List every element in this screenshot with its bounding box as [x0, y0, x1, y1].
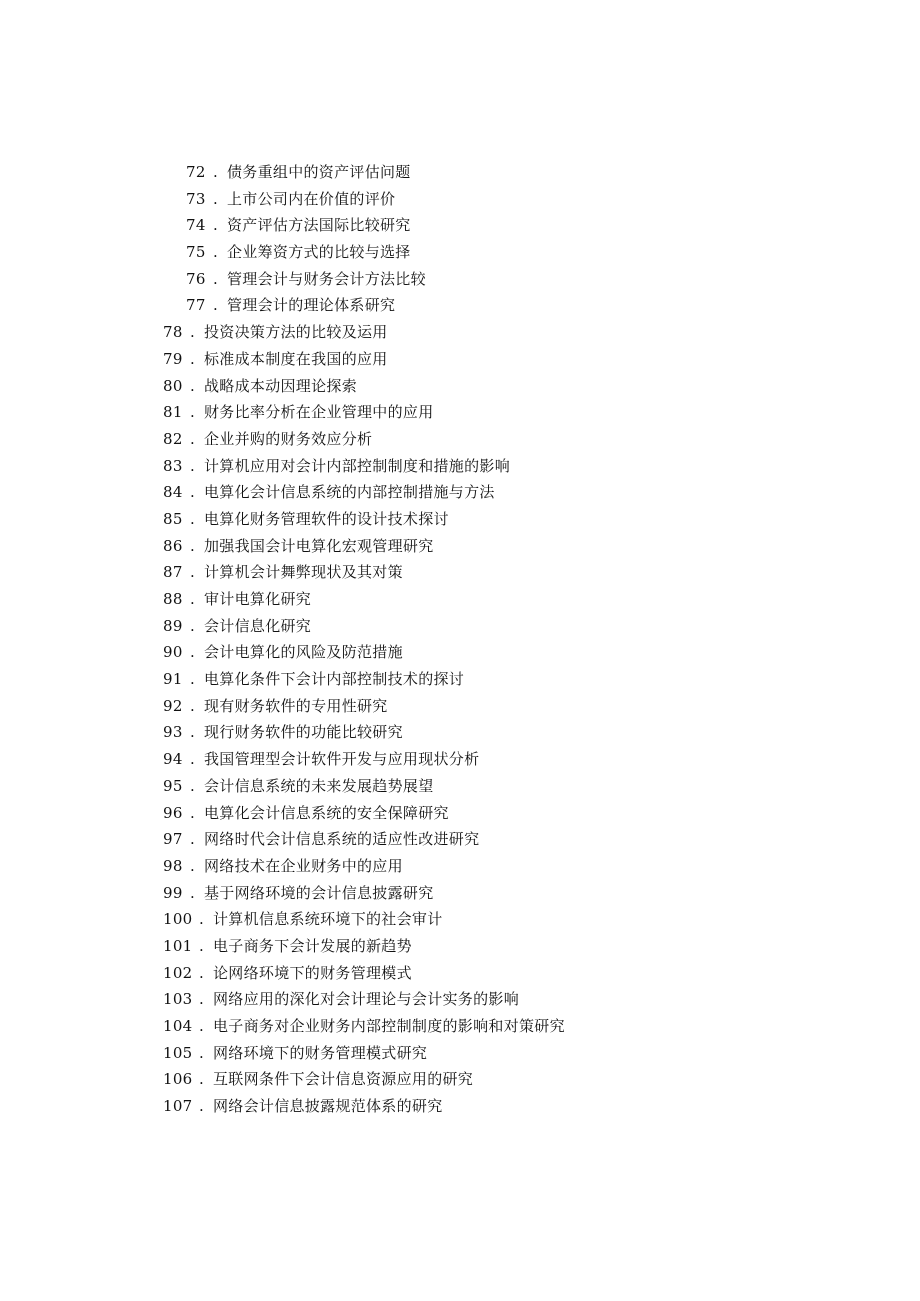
list-item	[0, 906, 920, 933]
list-item	[0, 453, 920, 480]
item-title: 资产评估方法国际比较研究	[227, 216, 411, 235]
item-title: 网络时代会计信息系统的适应性改进研究	[204, 830, 480, 849]
list-item	[0, 853, 920, 880]
item-title: 会计信息化研究	[204, 616, 312, 635]
item-separator: .	[190, 483, 196, 502]
item-number: 88	[163, 590, 183, 608]
item-number: 72	[186, 163, 206, 181]
item-number: 99	[163, 883, 183, 902]
item-number: 95	[163, 776, 183, 795]
item-title: 我国管理型会计软件开发与应用现状分析	[204, 750, 480, 769]
item-separator: .	[199, 963, 205, 982]
list-item	[0, 559, 920, 586]
item-title: 会计信息系统的未来发展趋势展望	[204, 776, 434, 795]
item-title: 现有财务软件的专用性研究	[204, 696, 388, 715]
list-item	[0, 880, 920, 907]
item-number: 102	[163, 963, 193, 982]
topic-list	[0, 159, 920, 1120]
item-separator: .	[213, 296, 219, 315]
item-number: 98	[163, 856, 183, 875]
item-separator: .	[190, 376, 196, 395]
item-number: 97	[163, 830, 183, 849]
item-number: 104	[163, 1017, 193, 1035]
item-separator: .	[199, 990, 205, 1009]
list-item	[0, 773, 920, 800]
item-title: 标准成本制度在我国的应用	[204, 349, 388, 368]
item-number: 89	[163, 616, 183, 635]
list-item	[0, 1066, 920, 1093]
item-title: 管理会计与财务会计方法比较	[227, 269, 426, 288]
item-separator: .	[190, 830, 196, 849]
list-item	[0, 1013, 920, 1040]
item-separator: .	[190, 696, 196, 715]
list-item	[0, 746, 920, 773]
item-number: 84	[163, 483, 183, 502]
item-number: 106	[163, 1070, 193, 1089]
item-title: 电算化会计信息系统的安全保障研究	[204, 803, 449, 822]
item-separator: .	[190, 429, 196, 448]
item-separator: .	[190, 750, 196, 769]
item-title: 电子商务对企业财务内部控制制度的影响和对策研究	[213, 1017, 565, 1035]
item-number: 73	[186, 189, 206, 208]
item-separator: .	[190, 536, 196, 555]
item-title: 计算机会计舞弊现状及其对策	[204, 563, 403, 582]
item-title: 电算化财务管理软件的设计技术探讨	[204, 509, 449, 528]
item-separator: .	[190, 670, 196, 689]
item-number: 96	[163, 803, 183, 822]
item-separator: .	[213, 216, 219, 235]
item-number: 94	[163, 750, 183, 769]
list-item	[0, 266, 920, 293]
item-number: 101	[163, 936, 193, 955]
item-number: 85	[163, 509, 183, 528]
item-title: 计算机信息系统环境下的社会审计	[213, 910, 443, 929]
item-number: 107	[163, 1097, 193, 1116]
item-number: 105	[163, 1043, 193, 1062]
item-number: 91	[163, 670, 183, 689]
list-item	[0, 159, 920, 186]
list-item	[0, 319, 920, 346]
list-item	[0, 666, 920, 693]
item-separator: .	[199, 1097, 205, 1116]
item-title: 网络技术在企业财务中的应用	[204, 856, 403, 875]
item-separator: .	[190, 803, 196, 822]
item-separator: .	[199, 1017, 205, 1035]
item-number: 82	[163, 429, 183, 448]
list-item	[0, 212, 920, 239]
item-separator: .	[190, 323, 196, 342]
item-title: 电算化条件下会计内部控制技术的探讨	[204, 670, 465, 689]
item-separator: .	[213, 163, 219, 181]
item-separator: .	[199, 936, 205, 955]
item-title: 债务重组中的资产评估问题	[227, 163, 411, 181]
list-item	[0, 613, 920, 640]
item-title: 现行财务软件的功能比较研究	[204, 723, 403, 742]
item-number: 79	[163, 349, 183, 368]
item-title: 网络会计信息披露规范体系的研究	[213, 1097, 443, 1116]
list-item	[0, 639, 920, 666]
item-separator: .	[190, 643, 196, 662]
item-number: 74	[186, 216, 206, 235]
item-number: 92	[163, 696, 183, 715]
item-separator: .	[190, 590, 196, 608]
item-number: 103	[163, 990, 193, 1009]
item-number: 83	[163, 456, 183, 475]
item-separator: .	[213, 243, 219, 262]
item-title: 电算化会计信息系统的内部控制措施与方法	[204, 483, 495, 502]
list-item	[0, 586, 920, 613]
item-number: 90	[163, 643, 183, 662]
list-item	[0, 479, 920, 506]
list-item	[0, 933, 920, 960]
item-separator: .	[199, 1070, 205, 1089]
list-item	[0, 960, 920, 987]
item-title: 投资决策方法的比较及运用	[204, 323, 388, 342]
item-title: 网络环境下的财务管理模式研究	[213, 1043, 428, 1062]
list-item	[0, 373, 920, 400]
list-item	[0, 399, 920, 426]
item-separator: .	[213, 189, 219, 208]
item-separator: .	[190, 456, 196, 475]
item-separator: .	[190, 349, 196, 368]
list-item	[0, 986, 920, 1013]
item-title: 上市公司内在价值的评价	[227, 189, 396, 208]
item-separator: .	[190, 856, 196, 875]
item-number: 87	[163, 563, 183, 582]
list-item	[0, 1040, 920, 1067]
item-title: 网络应用的深化对会计理论与会计实务的影响	[213, 990, 520, 1009]
item-title: 审计电算化研究	[204, 590, 312, 608]
item-separator: .	[190, 883, 196, 902]
item-title: 论网络环境下的财务管理模式	[213, 963, 412, 982]
item-title: 基于网络环境的会计信息披露研究	[204, 883, 434, 902]
item-number: 86	[163, 536, 183, 555]
item-title: 电子商务下会计发展的新趋势	[213, 936, 412, 955]
item-separator: .	[199, 910, 205, 929]
item-number: 81	[163, 403, 183, 422]
list-item	[0, 533, 920, 560]
list-item	[0, 346, 920, 373]
item-title: 企业并购的财务效应分析	[204, 429, 373, 448]
list-item	[0, 292, 920, 319]
list-item	[0, 719, 920, 746]
item-number: 100	[163, 910, 193, 929]
item-separator: .	[190, 776, 196, 795]
list-item	[0, 826, 920, 853]
list-item	[0, 1093, 920, 1120]
item-number: 75	[186, 243, 206, 262]
list-item	[0, 186, 920, 213]
item-title: 财务比率分析在企业管理中的应用	[204, 403, 434, 422]
item-title: 互联网条件下会计信息资源应用的研究	[213, 1070, 474, 1089]
item-number: 77	[186, 296, 206, 315]
item-number: 80	[163, 376, 183, 395]
item-title: 战略成本动因理论探索	[204, 376, 358, 395]
list-item	[0, 239, 920, 266]
item-title: 企业筹资方式的比较与选择	[227, 243, 411, 262]
item-separator: .	[190, 509, 196, 528]
list-item	[0, 426, 920, 453]
item-separator: .	[213, 269, 219, 288]
list-item	[0, 506, 920, 533]
item-separator: .	[190, 403, 196, 422]
item-separator: .	[199, 1043, 205, 1062]
item-separator: .	[190, 563, 196, 582]
item-title: 加强我国会计电算化宏观管理研究	[204, 536, 434, 555]
item-number: 78	[163, 323, 183, 342]
item-title: 计算机应用对会计内部控制制度和措施的影响	[204, 456, 511, 475]
list-item	[0, 800, 920, 827]
item-number: 93	[163, 723, 183, 742]
list-item	[0, 693, 920, 720]
item-title: 管理会计的理论体系研究	[227, 296, 396, 315]
item-number: 76	[186, 269, 206, 288]
item-separator: .	[190, 616, 196, 635]
item-title: 会计电算化的风险及防范措施	[204, 643, 403, 662]
item-separator: .	[190, 723, 196, 742]
